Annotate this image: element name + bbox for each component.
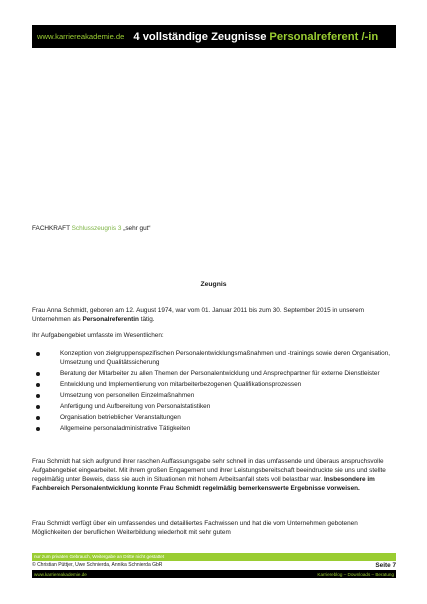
list-item xyxy=(60,380,394,389)
footer-bar xyxy=(32,570,396,578)
list-item-text: Konzeption von zielgruppenspezifischen Personalentwicklungsmaßnahmen und -trainings sowie deren Organisation, Umsetzung und Qualitätssicherung xyxy=(60,350,391,366)
list-item xyxy=(60,369,394,378)
task-list xyxy=(60,349,394,435)
bullet-icon xyxy=(36,383,40,387)
bullet-icon xyxy=(36,352,40,356)
paragraph-performance xyxy=(32,457,394,493)
footer-copyright: © Christian Püttjer, Uwe Schnierda, Annika Schnierda GbR xyxy=(32,562,163,568)
footer-breadcrumb[interactable]: Karriereblog – Downloads – Beratung xyxy=(317,571,394,577)
header-site-link[interactable]: www.karriereakademie.de xyxy=(37,32,125,41)
list-item xyxy=(60,391,394,400)
footer-row xyxy=(32,562,396,569)
paragraph-intro-text: Frau Anna Schmidt, geboren am 12. August 1974, war vom 01. Januar 2011 bis zum 30. September 2015 in unserem Unternehmen als xyxy=(32,307,365,323)
paragraph-performance-bold: Insbesondere im Fachbereich Personalentwicklung konnte Frau Schmidt regelmäßig bemerkenswerte Ergebnisse vorweisen. xyxy=(32,476,375,492)
footer-notice: nur zum privaten Gebrauch, Weitergabe an Dritte nicht gestattet xyxy=(32,553,396,561)
list-item xyxy=(60,349,394,367)
list-item xyxy=(60,402,394,411)
list-item-text: Umsetzung von personellen Einzelmaßnahmen xyxy=(60,392,195,399)
subtitle-prefix: FACHKRAFT xyxy=(32,225,70,232)
document-title: Zeugnis xyxy=(200,281,227,288)
list-item xyxy=(60,413,394,422)
header-highlight: Personalreferent /-in xyxy=(269,30,379,43)
subtitle-label: Schlusszeugnis 3 xyxy=(71,225,122,232)
list-item-text: Beratung der Mitarbeiter zu allen Themen der Personalentwicklung und Ansprechpartner für externe Dienstleister xyxy=(60,370,380,377)
bullet-icon xyxy=(36,405,40,409)
bullet-icon xyxy=(36,372,40,376)
paragraph-performance-text: Frau Schmidt hat sich aufgrund ihrer raschen Auffassungsgabe sehr schnell in das umfassende und überaus anspruchsvolle Aufgabengebiet eingearbeitet. Mit ihrem großen Engagement und ihrer Leistungsbereitschaft beeindruckte sie uns und stellte regelmäßig unter Beweis, dass sie auch in Situationen mit hohem Arbeitsanfall stets voll belastbar war. xyxy=(32,458,386,483)
list-item-text: Organisation betrieblicher Veranstaltungen xyxy=(60,414,181,421)
page-number: Seite 7 xyxy=(375,562,396,569)
list-item xyxy=(60,424,394,433)
paragraph-intro xyxy=(32,306,394,324)
header-bar xyxy=(32,25,396,48)
paragraph-tasks-heading: Ihr Aufgabengebiet umfasste im Wesentlichen: xyxy=(32,332,164,339)
footer-site-link[interactable]: www.karriereakademie.de xyxy=(34,571,87,577)
bullet-icon xyxy=(36,416,40,420)
paragraph-knowledge: Frau Schmidt verfügt über ein umfassendes und detailliertes Fachwissen und hat die vom Unternehmen gebotenen Möglichkeiten der beruflichen Weiterbildung wiederholt mit sehr gutem xyxy=(32,520,358,536)
certificate-subtitle xyxy=(32,225,151,232)
subtitle-grade: „sehr gut“ xyxy=(123,225,151,232)
list-item-text: Entwicklung und Implementierung von mitarbeiterbezogenen Qualifikationsprozessen xyxy=(60,381,302,388)
list-item-text: Anfertigung und Aufbereitung von Personalstatistiken xyxy=(60,403,211,410)
position-title: Personalreferentin xyxy=(82,316,139,323)
bullet-icon xyxy=(36,427,40,431)
bullet-icon xyxy=(36,394,40,398)
header-title: 4 vollständige Zeugnisse xyxy=(133,30,267,43)
list-item-text: Allgemeine personaladministrative Tätigkeiten xyxy=(60,425,191,432)
paragraph-intro-end: tätig. xyxy=(138,316,155,323)
